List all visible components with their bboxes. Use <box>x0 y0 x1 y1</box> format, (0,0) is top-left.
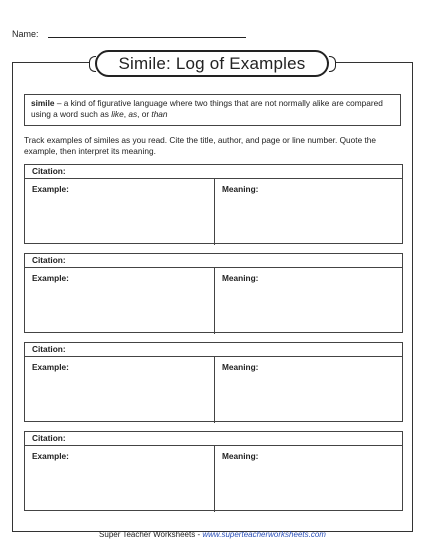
instructions: Track examples of similes as you read. Cite the title, author, and page or line number. Quote the example, then interpret its meaning. <box>24 135 377 156</box>
log-entry <box>24 342 403 422</box>
example-field[interactable]: Example: <box>32 362 69 372</box>
definition-word-than: than <box>151 109 168 119</box>
footer-separator: - <box>195 530 203 539</box>
citation-field[interactable]: Citation: <box>25 165 402 179</box>
meaning-field[interactable]: Meaning: <box>222 362 259 372</box>
definition-word-like: like <box>111 109 124 119</box>
column-divider <box>214 179 215 245</box>
log-entry <box>24 253 403 333</box>
example-field[interactable]: Example: <box>32 451 69 461</box>
meaning-field[interactable]: Meaning: <box>222 451 259 461</box>
worksheet-title: Simile: Log of Examples <box>95 50 329 77</box>
citation-field[interactable]: Citation: <box>25 343 402 357</box>
citation-field[interactable]: Citation: <box>25 432 402 446</box>
meaning-field[interactable]: Meaning: <box>222 273 259 283</box>
column-divider <box>214 357 215 423</box>
definition-text: – a kind of figurative language where two things that are not normally alike are compared using a word such as <box>31 98 383 119</box>
citation-field[interactable]: Citation: <box>25 254 402 268</box>
footer <box>0 530 425 539</box>
definition-sep-2: , or <box>137 109 152 119</box>
definition-box <box>24 94 401 126</box>
log-entry <box>24 164 403 244</box>
definition-word-as: as <box>128 109 138 119</box>
footer-brand: Super Teacher Worksheets <box>99 530 196 539</box>
name-field[interactable] <box>48 37 246 38</box>
example-field[interactable]: Example: <box>32 184 69 194</box>
column-divider <box>214 268 215 334</box>
footer-link[interactable]: www.superteacherworksheets.com <box>202 530 326 539</box>
meaning-field[interactable]: Meaning: <box>222 184 259 194</box>
name-label: Name: <box>12 29 39 39</box>
column-divider <box>214 446 215 512</box>
example-field[interactable]: Example: <box>32 273 69 283</box>
definition-term: simile <box>31 98 55 108</box>
log-entry <box>24 431 403 511</box>
definition-sep-1: , <box>123 109 129 119</box>
